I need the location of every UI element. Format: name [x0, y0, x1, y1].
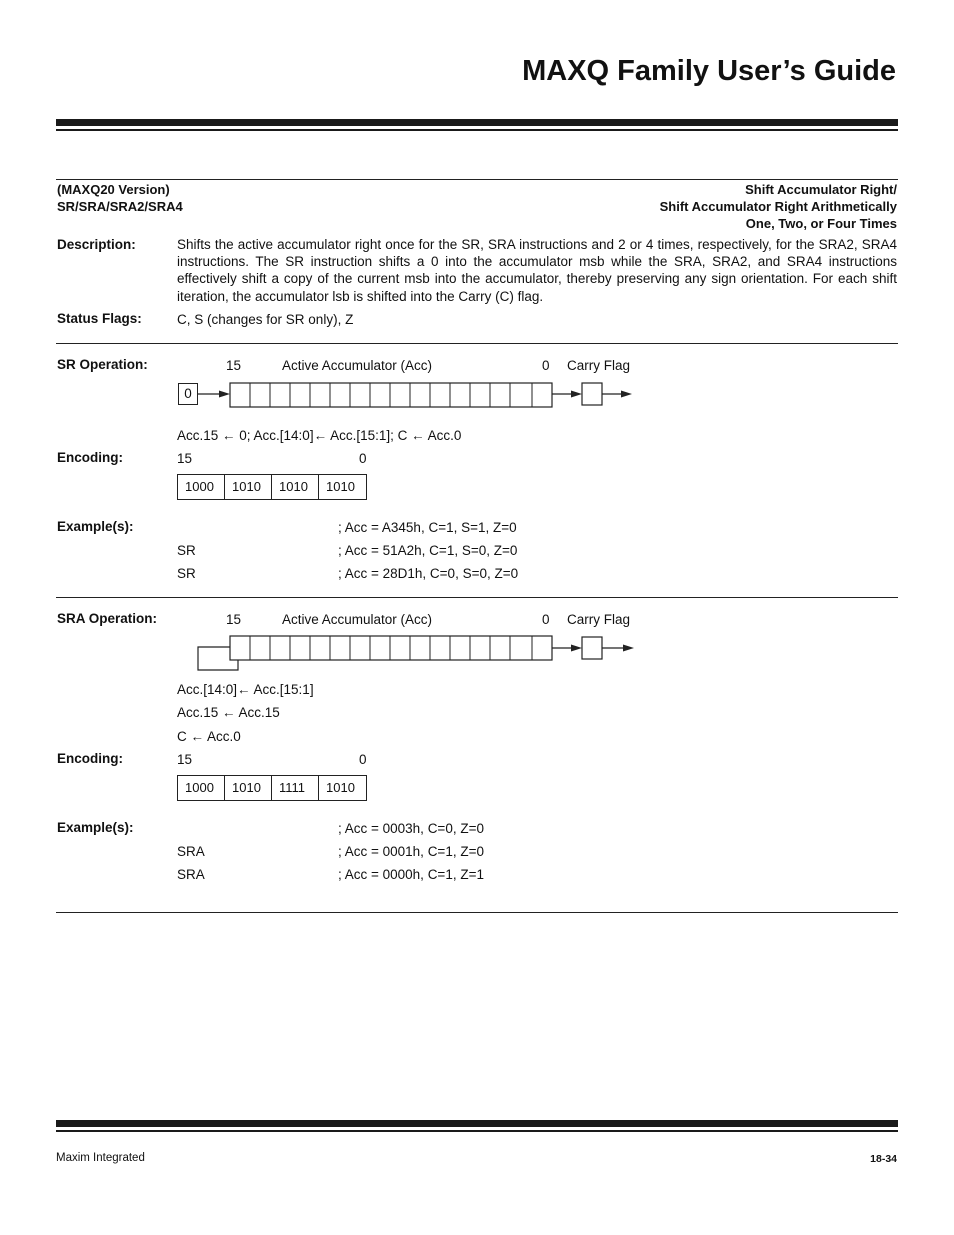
sra-bit-high: 15	[226, 612, 242, 627]
sra-encoding-box	[177, 775, 367, 801]
sr-bit-low: 0	[542, 358, 550, 373]
sra-example-comment: ; Acc = 0001h, C=1, Z=0	[338, 844, 484, 859]
sra-operation-label: SRA Operation:	[57, 611, 158, 626]
footer-company: Maxim Integrated	[56, 1152, 145, 1164]
encoding-nibble: 1000	[178, 776, 225, 800]
sra-formula-line2: Acc.15 ← Acc.15	[177, 705, 280, 720]
footer-thin-rule	[56, 1130, 898, 1132]
sr-examples-label: Example(s):	[57, 519, 134, 534]
sra-formula-line3: C ← Acc.0	[177, 729, 241, 744]
sra-accumulator-register	[230, 636, 552, 660]
sr-formula: Acc.15 ← 0; Acc.[14:0]← Acc.[15:1]; C ← Acc.0	[177, 428, 462, 443]
sr-example-instr: SR	[177, 543, 196, 558]
sra-examples-label: Example(s):	[57, 820, 134, 835]
encoding-nibble: 1111	[272, 776, 319, 800]
sra-encoding-bit-low: 0	[359, 752, 367, 767]
sra-acc-label: Active Accumulator (Acc)	[282, 612, 433, 627]
sr-example-comment: ; Acc = 51A2h, C=1, S=0, Z=0	[338, 543, 518, 558]
sra-formula-line1: Acc.[14:0]← Acc.[15:1]	[177, 682, 314, 697]
status-flags-value: C, S (changes for SR only), Z	[177, 312, 354, 327]
sr-operation-label: SR Operation:	[57, 357, 148, 372]
sra-arrow-out	[602, 645, 634, 652]
version-line1: (MAXQ20 Version)	[57, 182, 170, 197]
sr-encoding-label: Encoding:	[57, 450, 123, 465]
sra-msb-feedback-loop	[198, 647, 238, 670]
sra-example-comment: ; Acc = 0000h, C=1, Z=1	[338, 867, 484, 882]
sr-acc-label: Active Accumulator (Acc)	[282, 358, 433, 373]
sra-bit-low: 0	[542, 612, 550, 627]
sra-encoding-bit-high: 15	[177, 752, 193, 767]
footer-thick-rule	[56, 1120, 898, 1127]
sr-carry-label: Carry Flag	[567, 358, 631, 373]
document-title: MAXQ Family User’s Guide	[522, 55, 896, 87]
footer-page-number: 18-34	[870, 1153, 897, 1165]
sra-carry-label: Carry Flag	[567, 612, 631, 627]
sr-example-instr: SR	[177, 566, 196, 581]
version-line2: SR/SRA/SRA2/SRA4	[57, 199, 183, 214]
sra-example-comment: ; Acc = 0003h, C=0, Z=0	[338, 821, 484, 836]
sra-encoding-label: Encoding:	[57, 751, 123, 766]
name-line3: One, Two, or Four Times	[745, 216, 897, 231]
sra-example-instr: SRA	[177, 844, 205, 859]
sr-example-comment: ; Acc = 28D1h, C=0, S=0, Z=0	[338, 566, 519, 581]
section-bottom-rule	[56, 912, 898, 913]
encoding-nibble: 1010	[326, 479, 355, 494]
description-label: Description:	[57, 237, 136, 252]
name-line1: Shift Accumulator Right/	[745, 182, 897, 197]
encoding-nibble: 1000	[178, 475, 225, 499]
description-text: Shifts the active accumulator right once for the SR, SRA instructions and 2 or 4 times, respectively, for the SRA2, SRA4 instructions. The SR instruction shifts a 0 into the accumulator msb while the SRA, SRA2, and SRA4 instructions effectively shift a copy of the current msb into the accumulator, thereby preserving any sign orientation. For each shift iteration, the accumulator lsb is shifted into the Carry (C) flag.	[177, 237, 897, 304]
sra-arrow-to-carry	[552, 645, 582, 652]
encoding-nibble: 1010	[225, 776, 272, 800]
status-flags-label: Status Flags:	[57, 311, 142, 326]
encoding-nibble: 1010	[326, 780, 355, 795]
sr-zero-input: 0	[184, 386, 192, 401]
sr-encoding-bit-low: 0	[359, 451, 367, 466]
sra-carry-box	[582, 637, 602, 659]
encoding-nibble: 1010	[272, 475, 319, 499]
sr-bit-high: 15	[226, 358, 242, 373]
sr-example-comment: ; Acc = A345h, C=1, S=1, Z=0	[338, 520, 517, 535]
sr-encoding-bit-high: 15	[177, 451, 193, 466]
sra-example-instr: SRA	[177, 867, 205, 882]
name-line2: Shift Accumulator Right Arithmetically	[659, 199, 897, 214]
encoding-nibble: 1010	[225, 475, 272, 499]
